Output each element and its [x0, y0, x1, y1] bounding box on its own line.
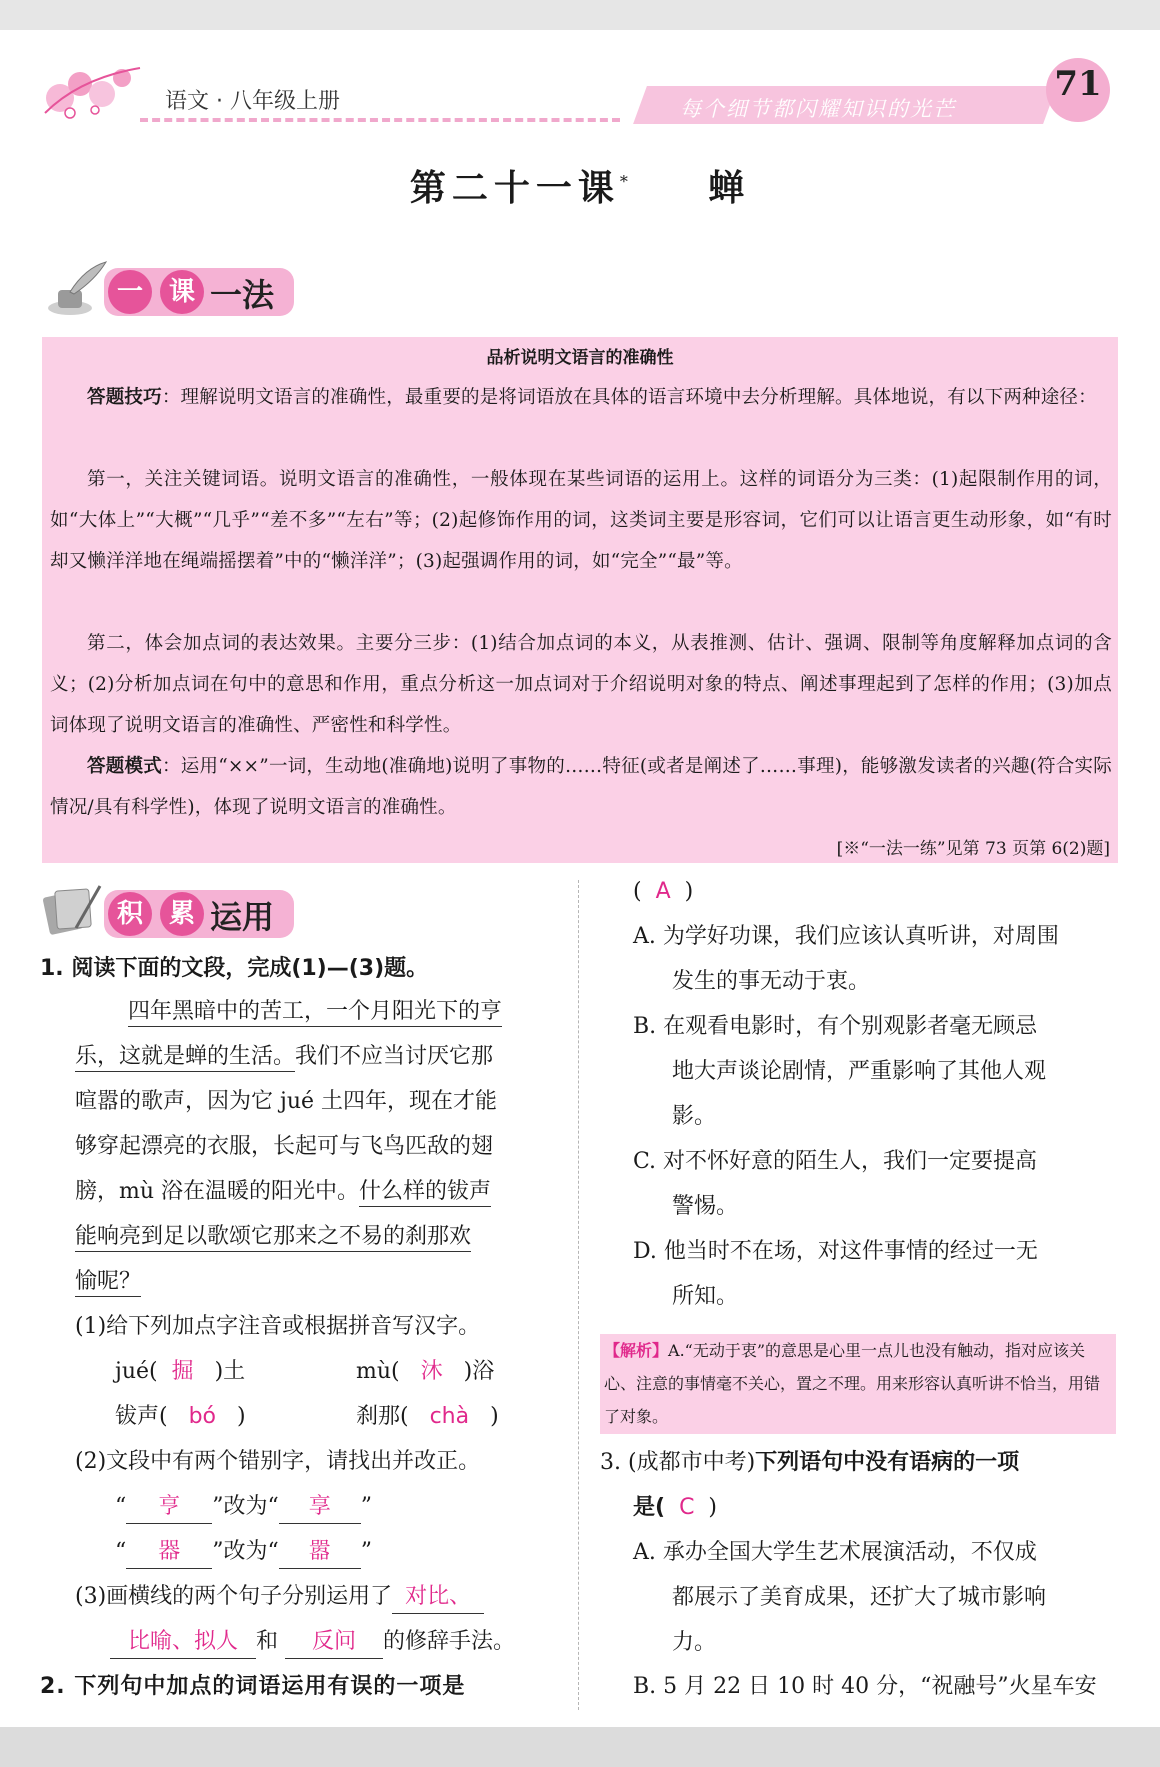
section-circle-2: 课 — [160, 270, 204, 314]
section-circle-3: 积 — [108, 892, 152, 936]
q2-option-b2: 地大声谈论剧情，严重影响了其他人观 — [672, 1059, 1047, 1084]
fix2-right: 嚣 — [279, 1536, 361, 1569]
header-dashed-line — [140, 118, 620, 122]
mu-answer: 沐 — [420, 1359, 443, 1384]
passage-line-1 — [128, 990, 502, 1034]
book-title: 语文 · 八年级上册 — [165, 89, 340, 114]
fix1-right: 享 — [279, 1491, 361, 1524]
lesson-topic: 蝉 — [708, 167, 751, 209]
q3-stem-2: 是( — [633, 1495, 666, 1520]
method-title: 品析说明文语言的准确性 — [486, 348, 674, 368]
q3-option-a1: A. 承办全国大学生艺术展演活动，不仅成 — [633, 1540, 1037, 1565]
q3-stem — [600, 1441, 1019, 1485]
passage-text-7: 愉呢？ — [75, 1269, 141, 1297]
q2-stem: 2. 下列句中加点的词语运用有误的一项是 — [40, 1674, 466, 1699]
q1-jue — [115, 1350, 245, 1394]
q2-option-d2: 所知。 — [672, 1284, 739, 1309]
section-circle-4: 累 — [160, 892, 204, 936]
passage-text-2b: 我们不应当讨厌它那 — [295, 1044, 494, 1069]
jue-answer: 掘 — [171, 1359, 194, 1384]
lesson-mark: * — [619, 172, 634, 191]
q1-mu — [356, 1350, 494, 1394]
fix1-mid: ”改为“ — [212, 1494, 279, 1519]
q2-option-b1: B. 在观看电影时，有个别观影者毫无顾忌 — [633, 1014, 1038, 1039]
q2-option-b3: 影。 — [672, 1104, 717, 1129]
cha-tail: ) — [490, 1404, 499, 1429]
q1-stem: 1. 阅读下面的文段，完成(1)—(3)题。 — [40, 956, 429, 981]
mode-label: 答题模式 — [87, 756, 162, 777]
q3-answer: C — [679, 1495, 695, 1520]
tip-label: 答题技巧 — [87, 387, 162, 408]
tip-text: ：理解说明文语言的准确性，最重要的是将词语放在具体的语言环境中去分析理解。具体地说，有以下两种途径： — [161, 387, 1097, 408]
method-mode — [50, 746, 1112, 828]
section-circle-1: 一 — [108, 270, 152, 314]
q1-fix2: “ 器 ”改为“ 嚣 ” — [115, 1530, 372, 1574]
quill-icon — [40, 258, 110, 318]
analysis-text: A.“无动于衷”的意思是心里一点儿也没有触动，指对应该关心、注意的事情毫不关心，置之不理。用来形容认真听讲不恰当，用错了对象。 — [604, 1341, 1101, 1426]
q3-option-b1: B. 5 月 22 日 10 时 40 分，“祝融号”火星车安 — [633, 1674, 1097, 1699]
bo-answer: bó — [188, 1404, 217, 1429]
q2-option-c2: 警惕。 — [672, 1194, 739, 1219]
q2-answer-line: ( A ) — [633, 879, 694, 904]
analysis-tag: 【解析】 — [604, 1341, 669, 1360]
page-number: 71 — [1054, 64, 1102, 104]
q2-option-c1: C. 对不怀好意的陌生人，我们一定要提高 — [633, 1149, 1038, 1174]
q1-fix1: “ 亨 ”改为“ 享 ” — [115, 1485, 372, 1529]
method-tip — [50, 377, 1112, 418]
cha-label: 刹那( — [356, 1404, 409, 1429]
q1-sub3-cont — [110, 1620, 515, 1664]
passage-text-1: 四年黑暗中的苦工，一个月阳光下的亨 — [128, 999, 502, 1027]
passage-text-2a: 乐，这就是蝉的生活。 — [75, 1044, 295, 1072]
q2-analysis — [604, 1334, 1114, 1433]
flower-ornament-icon — [40, 58, 150, 124]
mu-tail: )浴 — [463, 1359, 495, 1384]
q2-option-d1: D. 他当时不在场，对这件事情的经过一无 — [633, 1239, 1038, 1264]
fix1-wrong: 亨 — [126, 1491, 212, 1524]
passage-line-6 — [75, 1215, 471, 1259]
column-divider — [578, 880, 579, 1710]
q1-bo — [115, 1395, 246, 1439]
q3-stem-text: 下列语句中没有语病的一项 — [755, 1450, 1020, 1475]
section-heading-method: 一法 — [210, 276, 275, 314]
sub3-answer-3: 反问 — [285, 1626, 383, 1659]
bottom-strip — [0, 1727, 1160, 1767]
sub3-answer-2: 比喻、拟人 — [110, 1626, 256, 1659]
lesson-number: 第二十一课 — [409, 167, 620, 209]
lesson-title — [0, 160, 1160, 211]
sub3-and: 和 — [256, 1629, 279, 1654]
passage-text-5a: 膀，mù 浴在温暖的阳光中。 — [75, 1179, 360, 1204]
sub3-text: (3)画横线的两个句子分别运用了 — [75, 1584, 393, 1609]
q2-option-a1: A. 为学好功课，我们应该认真听讲，对周围 — [633, 924, 1059, 949]
passage-text-5b: 什么样的钹声 — [359, 1179, 491, 1207]
method-way2: 第二，体会加点词的表达效果。主要分三步：(1)结合加点词的本义，从表推测、估计、强调、限制等角度解释加点词的含义；(2)分析加点词在句中的意思和作用，重点分析这一加点词对于介绍说明对象的特点、阐述事理起到了怎样的作用；(3)加点词体现了说明文语言的准确性、严密性和科学性。 — [50, 633, 1112, 736]
q1-sub1: (1)给下列加点字注音或根据拼音写汉字。 — [75, 1314, 481, 1339]
q2-option-a2: 发生的事无动于衷。 — [672, 969, 871, 994]
section-heading-practice: 运用 — [210, 898, 275, 936]
cha-answer: chà — [429, 1404, 470, 1429]
q3-prefix: 3. (成都市中考) — [600, 1450, 756, 1475]
q1-sub3 — [75, 1575, 484, 1619]
fix2-wrong: 器 — [126, 1536, 212, 1569]
fix2-mid: ”改为“ — [212, 1539, 279, 1564]
mu-label: mù( — [356, 1359, 400, 1384]
q1-cha — [356, 1395, 499, 1439]
jue-tail: )土 — [214, 1359, 246, 1384]
jue-label: jué( — [115, 1359, 158, 1384]
q3-option-a2: 都展示了美育成果，还扩大了城市影响 — [672, 1585, 1047, 1610]
sub3-tail: 的修辞手法。 — [383, 1629, 516, 1654]
passage-text-6: 能响亮到足以歌颂它那来之不易的刹那欢 — [75, 1224, 471, 1252]
bo-tail: ) — [237, 1404, 246, 1429]
q2-answer: A — [655, 879, 671, 904]
bo-label: 钹声( — [115, 1404, 168, 1429]
passage-line-7 — [75, 1260, 141, 1304]
method-reference: [※“一法一练”见第 73 页第 6(2)题] — [836, 839, 1110, 859]
passage-line-5 — [75, 1170, 491, 1214]
header-motto: 每个细节都闪耀知识的光芒 — [680, 97, 956, 121]
passage-line-2 — [75, 1035, 493, 1079]
mode-text: ：运用“××”一词，生动地(准确地)说明了事物的……特征(或者是阐述了……事理)，能够激发读者的兴趣(符合实际情况/具有科学性)，体现了说明文语言的准确性。 — [50, 756, 1112, 818]
top-strip — [0, 0, 1160, 30]
books-icon — [40, 880, 104, 938]
passage-line-4: 够穿起漂亮的衣服，长起可与飞鸟匹敌的翅 — [75, 1134, 494, 1159]
sub3-answer-1: 对比、 — [392, 1581, 484, 1614]
q3-stem-line2: 是( C ) — [633, 1495, 718, 1520]
q1-sub2: (2)文段中有两个错别字，请找出并改正。 — [75, 1449, 481, 1474]
passage-line-3: 喧嚣的歌声，因为它 jué 土四年，现在才能 — [75, 1089, 497, 1114]
q3-option-a3: 力。 — [672, 1630, 717, 1655]
method-way1: 第一，关注关键词语。说明文语言的准确性，一般体现在某些词语的运用上。这样的词语分为三类：(1)起限制作用的词，如“大体上”“大概”“几乎”“差不多”“左右”等；(2)起修饰作用的词，这类词主要是形容词，它们可以让语言更生动形象，如“有时却又懒洋洋地在绳端摇摆着”中的“懒洋洋”；(3)起强调作用的词，如“完全”“最”等。 — [50, 469, 1112, 572]
